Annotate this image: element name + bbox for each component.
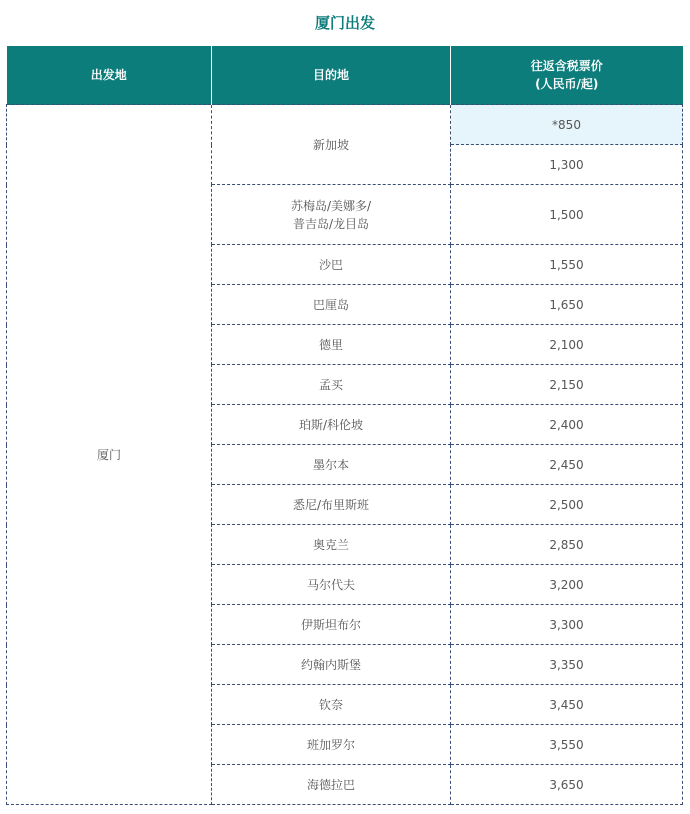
destination-cell: 约翰内斯堡 (212, 645, 451, 685)
destination-cell: 墨尔本 (212, 445, 451, 485)
destination-cell: 伊斯坦布尔 (212, 605, 451, 645)
destination-cell: 悉尼/布里斯班 (212, 485, 451, 525)
header-price-line2: (人民币/起) (535, 77, 599, 91)
header-price-line1: 往返含税票价 (530, 59, 603, 73)
table-row (7, 105, 683, 145)
origin-cell: 厦门 (7, 105, 212, 805)
destination-cell: 巴厘岛 (212, 285, 451, 325)
price-cell: 3,200 (451, 565, 683, 605)
destination-cell: 奥克兰 (212, 525, 451, 565)
price-cell: 1,300 (451, 145, 683, 185)
destination-cell (212, 185, 451, 245)
price-cell: 2,400 (451, 405, 683, 445)
destination-cell: 德里 (212, 325, 451, 365)
price-cell: 2,850 (451, 525, 683, 565)
price-cell: 2,450 (451, 445, 683, 485)
fare-table (6, 46, 683, 805)
price-cell: 2,100 (451, 325, 683, 365)
destination-line: 苏梅岛/美娜多/ (290, 198, 372, 213)
price-cell: 3,550 (451, 725, 683, 765)
price-cell: 1,500 (451, 185, 683, 245)
price-cell: 1,650 (451, 285, 683, 325)
destination-cell: 珀斯/科伦坡 (212, 405, 451, 445)
price-cell: 3,300 (451, 605, 683, 645)
price-cell: 2,500 (451, 485, 683, 525)
price-cell: 1,550 (451, 245, 683, 285)
header-price (451, 46, 683, 105)
page-title: 厦门出发 (314, 14, 375, 32)
destination-cell: 班加罗尔 (212, 725, 451, 765)
destination-cell: 海德拉巴 (212, 765, 451, 805)
destination-cell: 马尔代夫 (212, 565, 451, 605)
price-cell: 3,350 (451, 645, 683, 685)
header-origin: 出发地 (7, 46, 212, 105)
destination-cell: 孟买 (212, 365, 451, 405)
table-header-row (7, 46, 683, 105)
destination-cell: 新加坡 (212, 105, 451, 185)
destination-line: 普吉岛/龙目岛 (292, 216, 370, 231)
destination-cell: 钦奈 (212, 685, 451, 725)
price-cell-highlight: *850 (451, 105, 683, 145)
price-cell: 2,150 (451, 365, 683, 405)
header-destination: 目的地 (212, 46, 451, 105)
destination-cell: 沙巴 (212, 245, 451, 285)
price-cell: 3,650 (451, 765, 683, 805)
price-cell: 3,450 (451, 685, 683, 725)
